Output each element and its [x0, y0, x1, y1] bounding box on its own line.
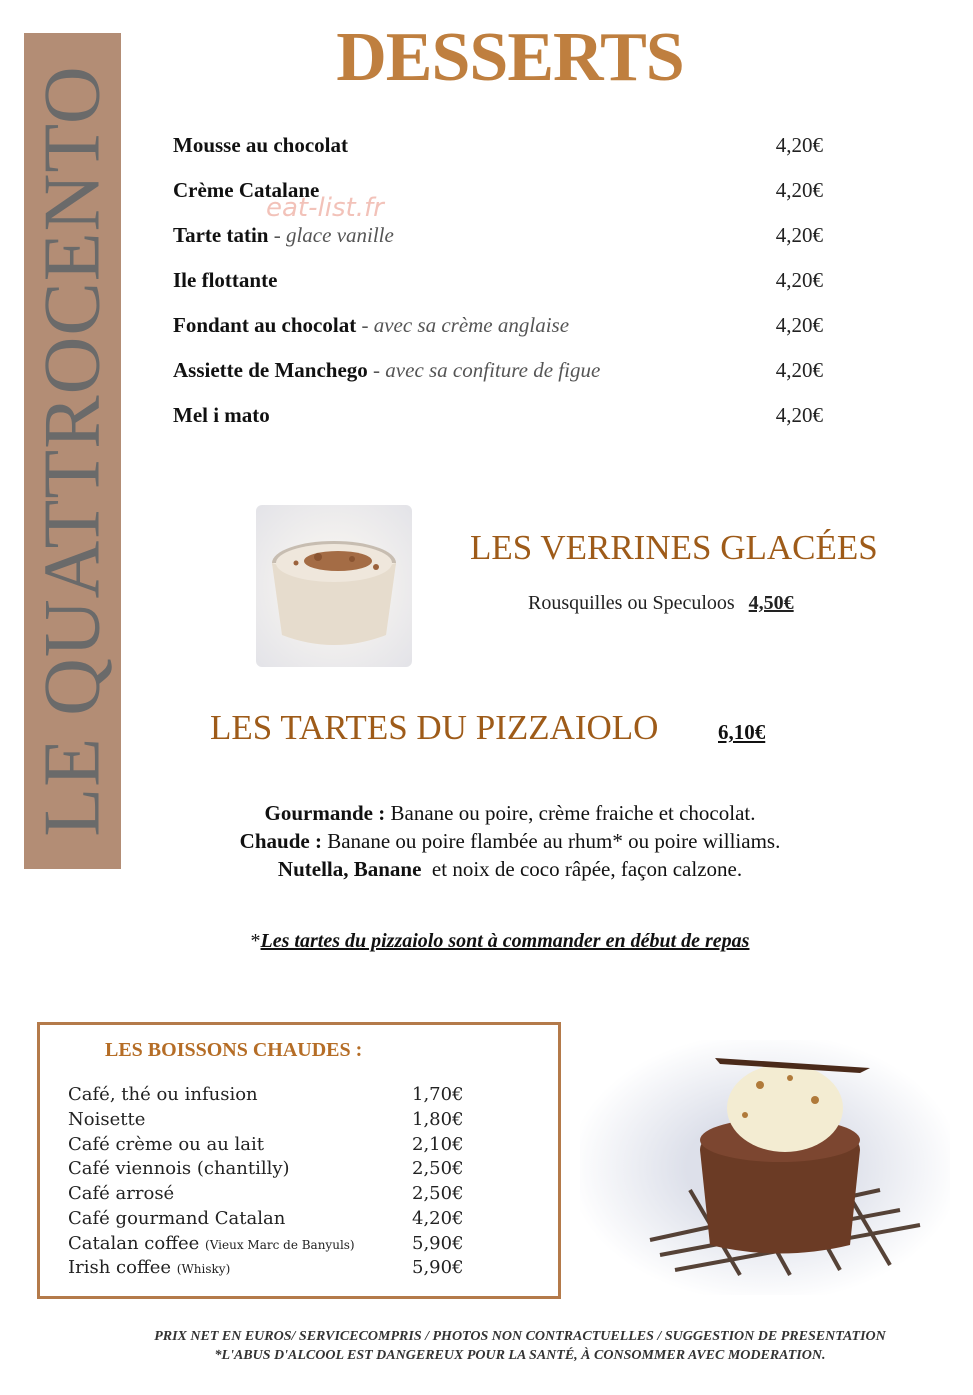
dessert-note: glace vanille [285, 223, 394, 247]
drink-row [68, 1183, 473, 1207]
drink-row [68, 1084, 473, 1108]
dessert-name: Ile flottante [173, 268, 278, 292]
dessert-name: Mel i mato [173, 403, 270, 427]
brand-name: LE QUATTROCENTO [28, 65, 116, 837]
dessert-price: 4,20€ [775, 403, 823, 427]
dessert-row [173, 223, 823, 253]
dessert-row [173, 403, 823, 433]
page-title: DESSERTS [336, 19, 684, 96]
tartes-price: 6,10€ [718, 720, 766, 744]
verrines-line [528, 592, 794, 615]
dessert-separator: - [367, 358, 386, 382]
tarte-line [110, 801, 910, 826]
verrine-glass-image [256, 505, 412, 667]
drink-price: 1,70€ [412, 1084, 464, 1105]
drink-row [68, 1158, 473, 1182]
drink-price: 1,80€ [412, 1109, 464, 1130]
fondant-image [580, 1040, 950, 1295]
drink-row [68, 1233, 473, 1257]
dessert-price: 4,20€ [775, 313, 823, 337]
dessert-note: avec sa confiture de figue [385, 358, 601, 382]
drink-row [68, 1208, 473, 1232]
drink-name: Catalan coffee [68, 1233, 200, 1254]
dessert-name: Assiette de Manchego [173, 358, 368, 382]
dessert-name: Tarte tatin [173, 223, 269, 247]
dessert-price: 4,20€ [775, 223, 823, 247]
dessert-row [173, 313, 823, 343]
legal-line: *L'ABUS D'ALCOOL EST DANGEREUX POUR LA SANTÉ, À CONSOMMER AVEC MODERATION. [214, 1348, 826, 1363]
hot-drinks-title: LES BOISSONS CHAUDES : [105, 1039, 363, 1061]
dessert-name: Crème Catalane [173, 178, 320, 202]
tarte-line [110, 857, 910, 882]
drink-price: 4,20€ [412, 1208, 464, 1229]
drink-subtitle: (Whisky) [176, 1262, 231, 1276]
tarte-line-label: Gourmande : [264, 801, 386, 825]
hot-drinks-box [37, 1022, 561, 1299]
verrines-text: Rousquilles ou Speculoos [528, 592, 735, 614]
drink-row [68, 1257, 473, 1281]
dessert-separator: - [356, 313, 374, 337]
watermark: eat-list.fr [266, 193, 384, 223]
drink-row [68, 1109, 473, 1133]
drink-price: 5,90€ [412, 1233, 464, 1254]
dessert-row [173, 133, 823, 163]
footnote-star: * [250, 930, 261, 952]
tartes-title: LES TARTES DU PIZZAIOLO [210, 708, 659, 747]
dessert-name: Mousse au chocolat [173, 133, 348, 157]
drink-price: 2,50€ [412, 1158, 464, 1179]
drink-name: Café gourmand Catalan [68, 1208, 286, 1229]
drink-price: 2,10€ [412, 1134, 464, 1155]
tarte-line [110, 829, 910, 854]
dessert-separator: - [268, 223, 286, 247]
tarte-line-text: Banane ou poire flambée au rhum* ou poire williams. [321, 829, 781, 853]
dessert-row [173, 358, 823, 388]
dessert-price: 4,20€ [775, 178, 823, 202]
verrine-photo [256, 505, 412, 667]
fondant-photo [580, 1040, 950, 1295]
verrines-price: 4,50€ [748, 592, 794, 614]
drink-name: Irish coffee [68, 1257, 172, 1278]
legal-line: PRIX NET EN EUROS/ SERVICECOMPRIS / PHOTOS NON CONTRACTUELLES / SUGGESTION DE PRESENTATION [154, 1329, 886, 1344]
drink-name: Café viennois (chantilly) [68, 1158, 290, 1179]
drink-name: Café arrosé [68, 1183, 175, 1204]
drink-price: 5,90€ [412, 1257, 464, 1278]
tarte-line-label: Nutella, Banane [277, 857, 422, 881]
footnote-text: Les tartes du pizzaiolo sont à commander en début de repas [260, 930, 750, 952]
drink-price: 2,50€ [412, 1183, 464, 1204]
tartes-footnote [110, 930, 890, 953]
drink-subtitle: (Vieux Marc de Banyuls) [205, 1238, 355, 1252]
drink-row [68, 1134, 473, 1158]
tarte-line-label: Chaude : [239, 829, 322, 853]
tarte-line-text: et noix de coco râpée, façon calzone. [421, 857, 743, 881]
dessert-name: Fondant au chocolat [173, 313, 357, 337]
drink-name: Noisette [68, 1109, 146, 1130]
dessert-price: 4,20€ [775, 133, 823, 157]
verrines-title: LES VERRINES GLACÉES [470, 528, 878, 567]
dessert-row [173, 268, 823, 298]
dessert-price: 4,20€ [775, 268, 823, 292]
drink-name: Café, thé ou infusion [68, 1084, 258, 1105]
dessert-price: 4,20€ [775, 358, 823, 382]
tarte-line-text: Banane ou poire, crème fraiche et chocolat. [385, 801, 756, 825]
drink-name: Café crème ou au lait [68, 1134, 264, 1155]
brand-band [24, 33, 121, 869]
dessert-note: avec sa crème anglaise [373, 313, 570, 337]
